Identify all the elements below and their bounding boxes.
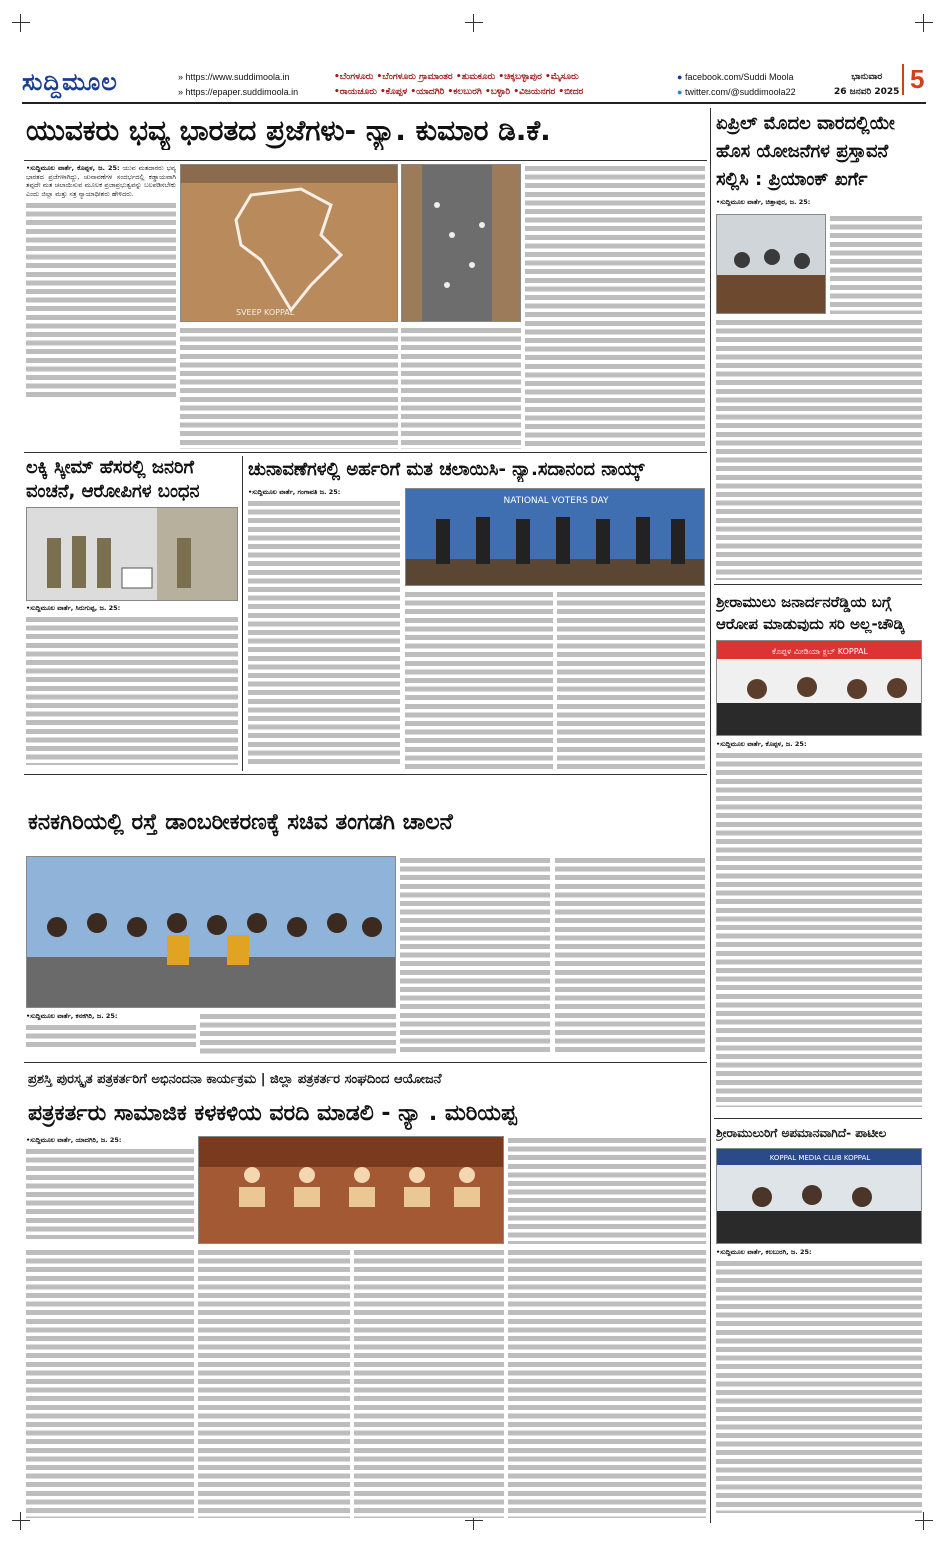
article-body: •ಸುದ್ದಿಮೂಲ ವಾರ್ತೆ, ಸಿರುಗುಪ್ಪ, ಜ. 25: (26, 604, 238, 770)
crop-mark (12, 14, 30, 32)
headline-a1: ಯುವಕರು ಭವ್ಯ ಭಾರತದ ಪ್ರಜೆಗಳು- ನ್ಯಾ. ಕುಮಾರ ಡಿ.ಕೆ. (26, 114, 551, 147)
kicker-a7: ಪ್ರಶಸ್ತಿ ಪುರಸ್ಕೃತ ಪತ್ರಕರ್ತರಿಗೆ ಅಭಿನಂದನಾ ಕಾರ್ಯಕ್ರಮ | ಜಿಲ್ಲಾ ಪತ್ರಕರ್ತರ ಸಂಘದಿಂದ ಆಯೋಜನೆ (28, 1072, 442, 1087)
article-body (354, 1248, 504, 1518)
photo-meeting (716, 214, 826, 314)
divider (714, 1118, 922, 1119)
article-body: •ಸುದ್ದಿಮೂಲ ವಾರ್ತೆ, ಕಲಬುರಗಿ, ಜ. 25: (716, 1248, 922, 1518)
headline-a5: ಶ್ರೀರಾಮುಲು ಜನಾರ್ದನರೆಡ್ಡಿಯ ಬಗ್ಗೆ (716, 593, 892, 611)
dateline: •ಸುದ್ದಿಮೂಲ ವಾರ್ತೆ, ಚಿತ್ತಾಪುರ, ಜ. 25: (716, 198, 811, 206)
headline-a6: ಕನಕಗಿರಿಯಲ್ಲಿ ರಸ್ತೆ ಡಾಂಬರೀಕರಣಕ್ಕೆ ಸಚಿವ ತಂಗಡಗಿ ಚಾಲನೆ (28, 810, 453, 835)
photo-rally (401, 164, 521, 322)
article-body (26, 1248, 194, 1518)
epaper-link[interactable]: » https://epaper.suddimoola.in (178, 87, 299, 97)
divider (24, 160, 707, 161)
facebook-icon: ● (677, 72, 683, 82)
district-nav (334, 70, 674, 100)
facebook-link[interactable]: ● facebook.com/Suddi Moola (677, 72, 794, 82)
article-body (401, 326, 521, 449)
headline-a5-line2: ಆರೋಪ ಮಾಡುವುದು ಸರಿ ಅಲ್ಲ-ಚೌಡ್ಕಿ (716, 615, 905, 633)
photo-police-arrest (26, 507, 238, 601)
press-banner-text: ಕೊಪ್ಪಳ ಮೀಡಿಯಾ ಕ್ಲಬ್ KOPPAL (772, 647, 868, 656)
article-body (508, 1136, 706, 1244)
twitter-link[interactable]: ● twitter.com/@suddimoola22 (677, 87, 796, 97)
article-body: •ಸುದ್ದಿಮೂಲ ವಾರ್ತೆ, ಕೊಪ್ಪಳ, ಜ. 25: ಯುವ ಮತದಾರರು ಭವ್ಯ ಭಾರತದ ಪ್ರಜೆಗಳಾಗಿದ್ದು, ಚುನಾವಣೆಗಳ ಸಂದರ್ಭದಲ್ಲಿ ಕಡ್ಡಾಯವಾಗಿ ತಪ್ಪದೇ ಮತ ಚಲಾಯಿಸುವ ಮೂಲಕ ಪ್ರಜಾಪ್ರಭುತ್ವವನ್ನು ಬಲಪಡಿಸಬೇಕು ಎಂದು ಜಿಲ್ಲಾ ಮತ್ತು ಸತ್ರ ನ್ಯಾಯಾಧೀಶರು ಹೇಳಿದರು. (26, 164, 176, 449)
photo-human-chain-map (180, 164, 398, 322)
headline-a7: ಪತ್ರಕರ್ತರು ಸಾಮಾಜಿಕ ಕಳಕಳಿಯ ವರದಿ ಮಾಡಲಿ - ನ್ಯಾ . ಮರಿಯಪ್ಪ (28, 1101, 517, 1126)
article-body (555, 856, 705, 1056)
photo-press-meet-2 (716, 1148, 922, 1244)
headline-a4: ಚುನಾವಣೆಗಳಲ್ಲಿ ಅರ್ಹರಿಗೆ ಮತ ಚಲಾಯಿಸಿ- ನ್ಯಾ.ಸದಾನಂದ ನಾಯ್ಕ್ (248, 459, 645, 480)
twitter-icon: ● (677, 87, 683, 97)
article-body (198, 1248, 350, 1518)
press-banner-text: KOPPAL MEDIA CLUB KOPPAL (769, 1154, 871, 1162)
photo-journalist-felicitation (198, 1136, 504, 1244)
article-body (180, 326, 398, 449)
photo-voters-day-stage (405, 488, 705, 586)
article-body: •ಸುದ್ದಿಮೂಲ ವಾರ್ತೆ, ಕನಕಗಿರಿ, ಜ. 25: (26, 1012, 196, 1056)
district-nav-row[interactable]: •ರಾಯಚೂರು •ಕೊಪ್ಪಳ •ಯಾದಗಿರಿ •ಕಲಬುರಗಿ •ಬಳ್ಳಾರಿ •ವಿಜಯನಗರ •ಬೀದರ (334, 87, 584, 97)
article-body (508, 1248, 706, 1518)
issue-date: ಭಾನುವಾರ 26 ಜನವರಿ 2025 (834, 72, 900, 97)
website-link[interactable]: » https://www.suddimoola.in (178, 72, 290, 82)
crop-mark (465, 14, 483, 32)
headline-a3: ಲಕ್ಕಿ ಸ್ಕೀಮ್ ಹೆಸರಲ್ಲಿ ಜನರಿಗೆ (26, 457, 194, 478)
logo: ಸುದ್ದಿಮೂಲ (22, 68, 118, 96)
article-body (557, 590, 705, 770)
crop-mark (915, 14, 933, 32)
article-body (716, 318, 922, 580)
headline-a2-line3: ಸಲ್ಲಿಸಿ : ಪ್ರಿಯಾಂಕ್ ಖರ್ಗೆ (716, 169, 868, 190)
headline-a3-line2: ವಂಚನೆ, ಆರೋಪಿಗಳ ಬಂಧನ (26, 481, 200, 502)
article-body: •ಸುದ್ದಿಮೂಲ ವಾರ್ತೆ, ಗಂಗಾವತಿ ಜ. 25: (248, 488, 400, 770)
article-body (405, 590, 553, 770)
divider (24, 1062, 707, 1063)
article-body: •ಸುದ್ದಿಮೂಲ ವಾರ್ತೆ, ಯಾದಗಿರಿ, ಜ. 25: (26, 1136, 194, 1244)
column-divider (710, 108, 711, 1523)
district-nav-row[interactable]: •ಬೆಂಗಳೂರು •ಬೆಂಗಳೂರು ಗ್ರಾಮಾಂತರ •ತುಮಕೂರು •ಚಿಕ್ಕಬಳ್ಳಾಪುರ •ಮೈಸೂರು (334, 72, 579, 82)
website-links (178, 70, 298, 100)
article-body (830, 214, 922, 314)
photo-road-inauguration (26, 856, 396, 1008)
article-body (400, 856, 550, 1056)
divider (24, 774, 707, 775)
svg-text:SVEEP KOPPAL: SVEEP KOPPAL (236, 308, 295, 317)
headline-a2-line2: ಹೊಸ ಯೋಜನೆಗಳ ಪ್ರಸ್ತಾವನೆ (716, 141, 889, 162)
headline-a8: ಶ್ರೀರಾಮುಲುರಿಗೆ ಅಪಮಾನವಾಗಿದೆ- ಪಾಟೀಲ (716, 1126, 887, 1140)
divider (24, 452, 707, 453)
page-number: 5 (902, 64, 924, 95)
masthead (22, 66, 926, 104)
article-body (525, 164, 705, 449)
article-body (200, 1012, 396, 1056)
photo-press-meet (716, 640, 922, 736)
divider (714, 584, 922, 585)
headline-a2: ಏಪ್ರಿಲ್ ಮೊದಲ ವಾರದಲ್ಲಿಯೇ (716, 113, 895, 134)
column-divider (242, 456, 243, 771)
social-links (677, 70, 796, 100)
stage-banner-text: NATIONAL VOTERS DAY (503, 496, 609, 506)
article-body: •ಸುದ್ದಿಮೂಲ ವಾರ್ತೆ, ಕೊಪ್ಪಳ, ಜ. 25: (716, 740, 922, 1112)
